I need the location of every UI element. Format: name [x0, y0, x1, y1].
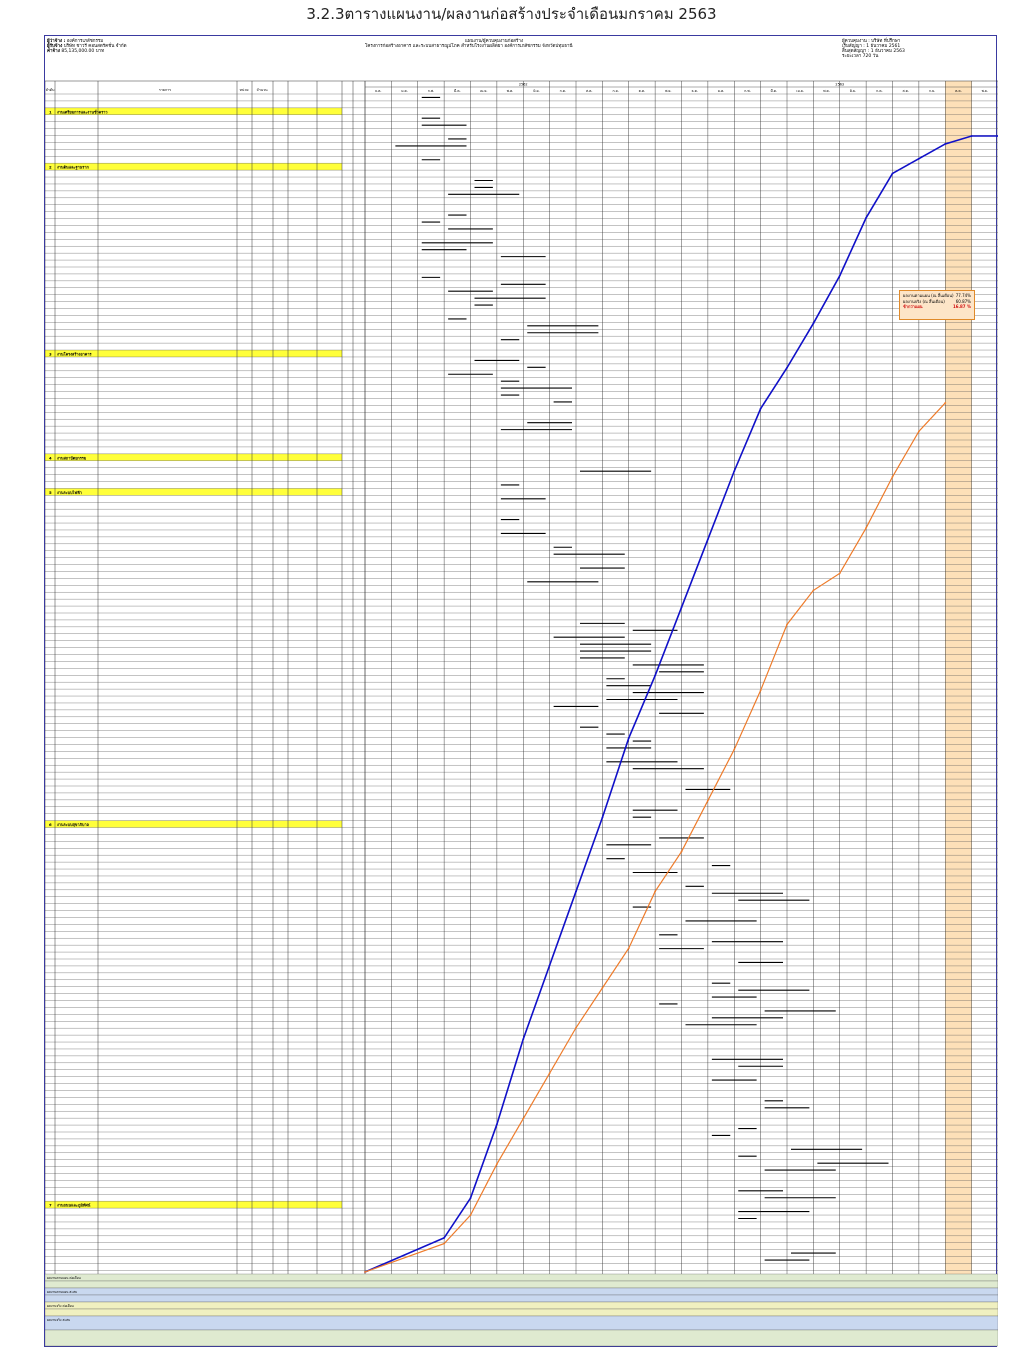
project-name: โครงการก่อสร้างอาคาร และระบบสาธารณูปโภค สำหรับโรงงานผลิตยา องค์การเภสัชกรรม จังหวัดปทุมธานี [365, 44, 573, 49]
plan-label: แผนงาน/ผู้ควบคุมงานก่อสร้าง [465, 39, 524, 44]
section-number: 4 [49, 455, 52, 461]
actual-point [760, 689, 762, 691]
month-label: ธ.ค. [374, 89, 382, 93]
actual-point [892, 476, 894, 478]
contract-value-line: ค่าจ้าง 85,135,000.00 บาท [47, 49, 105, 54]
section-name: งานเตรียมการและงานชั่วคราว [57, 109, 108, 115]
page-title: 3.2.3ตารางแผนงาน/ผลงานก่อสร้างประจำเดือนมกราคม 2563 [306, 5, 717, 23]
plan-point [944, 143, 946, 145]
month-label: ก.ย. [928, 89, 936, 93]
section-number: 1 [49, 109, 52, 115]
section-number: 5 [49, 489, 52, 495]
month-label: ม.ค. [401, 89, 408, 93]
section-name: งานสถาปัตยกรรม [57, 455, 87, 461]
plan-point [760, 408, 762, 410]
plan-point [549, 964, 551, 966]
column-header: รายการ [158, 88, 172, 92]
summary-label: ผลงานจริง สะสม [47, 1318, 71, 1322]
actual-point [628, 947, 630, 949]
delay-percent: 16.87 % [952, 304, 971, 309]
plan-point [496, 1123, 498, 1125]
plan-point [522, 1038, 524, 1040]
plan-point [654, 675, 656, 677]
summary-label: ผลงานตามแผน สะสม [47, 1290, 78, 1294]
actual-point [786, 624, 788, 626]
schedule-sheet [44, 35, 997, 1347]
section-number: 3 [49, 351, 52, 357]
actual-point [654, 891, 656, 893]
summary-band [45, 1274, 998, 1281]
actual-point [522, 1118, 524, 1120]
contract-duration: ระยะเวลา 720 วัน [842, 54, 879, 59]
month-label: พ.ค. [506, 89, 514, 93]
plan-point [733, 470, 735, 472]
section-number: 7 [49, 1202, 52, 1208]
section-name: งานโครงสร้างอาคาร [57, 351, 92, 357]
month-label: ก.ค. [876, 89, 883, 93]
summary-band [45, 1281, 998, 1288]
actual-point [839, 572, 841, 574]
actual-point [496, 1163, 498, 1165]
summary-band [45, 1309, 998, 1316]
plan-point [971, 135, 973, 137]
plan-point [470, 1197, 472, 1199]
contractor-line: ผู้รับจ้าง บริษัท ชาวรี คอนสตรัคชั่น จำกัด [47, 44, 127, 49]
month-label: พ.ย. [665, 89, 672, 93]
plan-point [812, 323, 814, 325]
month-label: ต.ค. [638, 89, 646, 93]
supervisor: ผู้ควบคุมงาน : บริษัท ที่ปรึกษา [842, 39, 901, 44]
month-label: ส.ค. [902, 89, 909, 93]
actual-point [707, 800, 709, 802]
plan-point [707, 538, 709, 540]
plan-point [575, 891, 577, 893]
section-row-highlight [45, 454, 342, 461]
summary-label: ผลงานจริง ต่อเดือน [47, 1304, 74, 1308]
month-label: ก.ย. [612, 89, 619, 93]
month-label: ต.ค. [955, 89, 962, 93]
summary-band [45, 1295, 998, 1302]
actual-point [364, 1271, 366, 1273]
summary-band [45, 1302, 998, 1309]
actual-point [601, 987, 603, 989]
plan-point [443, 1237, 445, 1239]
month-label: มี.ค. [770, 89, 778, 93]
actual-point [918, 430, 920, 432]
month-label: เม.ย. [479, 89, 488, 93]
plan-percent: 77.74% [955, 293, 971, 298]
column-header: จำนวน [256, 88, 268, 92]
section-number: 2 [49, 164, 52, 170]
summary-band [45, 1316, 998, 1330]
section-number: 6 [49, 822, 52, 828]
actual-point [470, 1214, 472, 1216]
employer-line: ผู้ว่าจ้าง : องค์การเภสัชกรรม [47, 39, 104, 44]
month-label: มิ.ย. [533, 89, 540, 93]
summary-label: ผลงานตามแผน ต่อเดือน [47, 1276, 81, 1280]
column-header: หน่วย [239, 88, 249, 92]
plan-point [865, 217, 867, 219]
section-name: งานระบบไฟฟ้า [57, 489, 82, 495]
section-name: งานดินและฐานราก [57, 164, 89, 170]
section-row-highlight [45, 163, 342, 170]
actual-point [944, 402, 946, 404]
month-label: ม.ค. [717, 89, 725, 93]
contract-end: สิ้นสุดสัญญา : 1 ธันวาคม 2563 [842, 49, 905, 54]
month-label: ก.พ. [744, 89, 751, 93]
month-label: มี.ค. [453, 89, 461, 93]
month-label: ธ.ค. [691, 89, 698, 93]
month-label: พ.ค. [823, 89, 830, 93]
schedule-grid [45, 36, 998, 1348]
section-row-highlight [45, 488, 342, 495]
plan-point [628, 737, 630, 739]
actual-point [575, 1027, 577, 1029]
plan-point [786, 367, 788, 369]
summary-band [45, 1288, 998, 1295]
actual-point [443, 1243, 445, 1245]
column-header: ลำดับ [45, 88, 55, 92]
section-name: งานถนนและภูมิทัศน์ [57, 1202, 91, 1208]
actual-point [812, 590, 814, 592]
actual-point [865, 527, 867, 529]
year-label: 2562 [518, 82, 528, 87]
month-label: ส.ค. [585, 89, 593, 93]
actual-point [549, 1072, 551, 1074]
plan-point [892, 173, 894, 175]
plan-point [681, 607, 683, 609]
month-label: ก.ค. [559, 89, 567, 93]
year-label: 2563 [835, 82, 845, 87]
actual-point [681, 851, 683, 853]
section-name: งานระบบสุขาภิบาล [57, 822, 89, 828]
month-label: เม.ย. [796, 89, 804, 93]
plan-point [601, 817, 603, 819]
month-label: มิ.ย. [849, 89, 857, 93]
section-row-highlight [45, 821, 342, 828]
progress-legend: ผลงานตามแผน (ณ สิ้นเดือน) 77.74% ผลงานจริง (ณ สิ้นเดือน) 60.87% ช้ากว่าแผน 16.87 % [899, 290, 975, 320]
plan-point [918, 158, 920, 160]
contract-start: เริ่มสัญญา : 1 ธันวาคม 2561 [842, 44, 901, 49]
summary-band [45, 1330, 998, 1346]
actual-point [733, 749, 735, 751]
month-label: ก.พ. [427, 89, 435, 93]
plan-point [839, 275, 841, 277]
actual-percent: 60.87% [955, 298, 971, 304]
month-label: พ.ย. [981, 89, 989, 93]
